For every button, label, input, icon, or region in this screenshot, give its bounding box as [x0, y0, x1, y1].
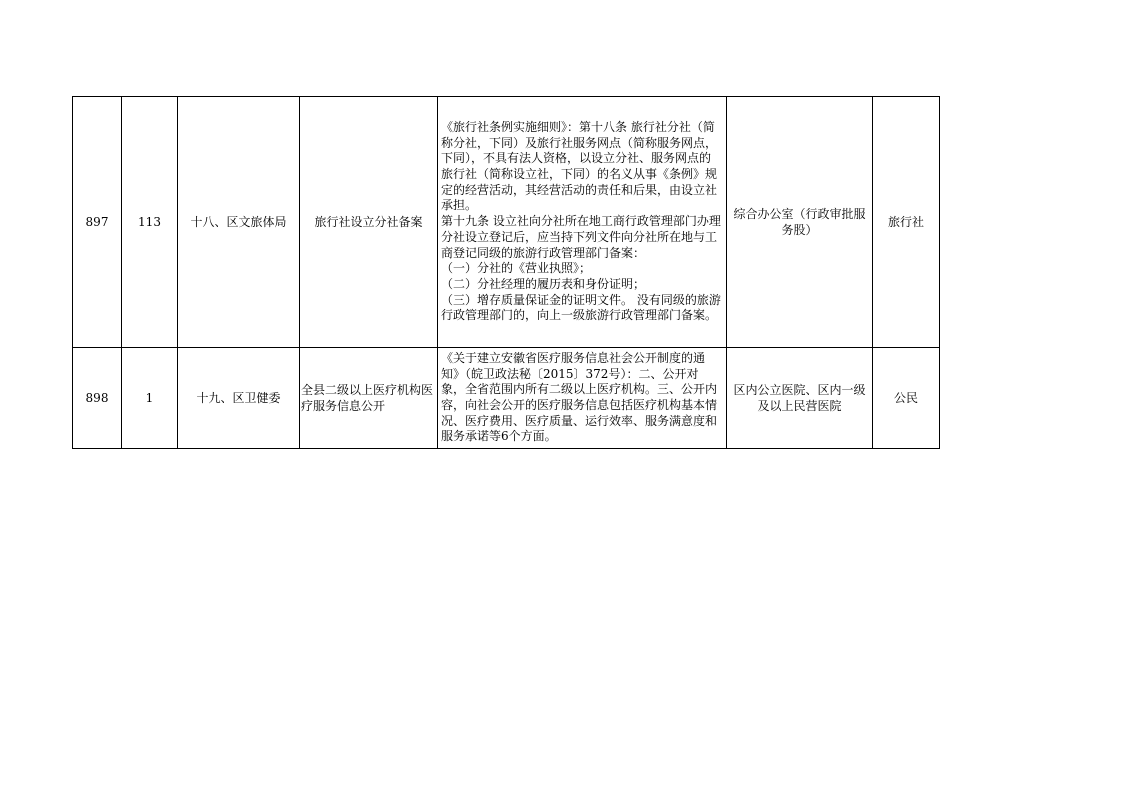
- item-name-cell: 全县二级以上医疗机构医疗服务信息公开: [300, 348, 438, 449]
- legal-basis-cell: 《旅行社条例实施细则》：第十八条 旅行社分社（简称分社，下同）及旅行社服务网点（简称服务网点，下同），不具有法人资格，以设立分社、服务网点的旅行社（简称设立社，下同）的名义从事《条例》规定的经营活动，其经营活动的责任和后果，由设立社承担。 第十九条 设立社向分社所在地工商行政管理部门办理分社设立登记后，应当持下列文件向分社所在地与工商登记同级的旅游行政管理部门备案： （一）分社的《营业执照》； （二）分社经理的履历表和身份证明； （三）增存质量保证金的证明文件。 没有同级的旅游行政管理部门的，向上一级旅游行政管理部门备案。: [438, 97, 727, 348]
- seq-cell: 898: [73, 348, 122, 449]
- item-name-cell: 旅行社设立分社备案: [300, 97, 438, 348]
- department-cell: 十八、区文旅体局: [178, 97, 300, 348]
- table-row: [73, 348, 940, 449]
- sub-number-cell: 1: [122, 348, 178, 449]
- target-cell: 旅行社: [873, 97, 940, 348]
- disclosure-table: [72, 96, 940, 449]
- legal-basis-cell: 《关于建立安徽省医疗服务信息社会公开制度的通知》（皖卫政法秘〔2015〕372号）：二、公开对象，全省范围内所有二级以上医疗机构。三、公开内容，向社会公开的医疗服务信息包括医疗机构基本情况、医疗费用、医疗质量、运行效率、服务满意度和服务承诺等6个方面。: [438, 348, 727, 449]
- responsible-office-cell: 区内公立医院、区内一级及以上民营医院: [727, 348, 873, 449]
- target-cell: 公民: [873, 348, 940, 449]
- table-row: [73, 97, 940, 348]
- department-cell: 十九、区卫健委: [178, 348, 300, 449]
- seq-cell: 897: [73, 97, 122, 348]
- responsible-office-cell: 综合办公室（行政审批服务股）: [727, 97, 873, 348]
- sub-number-cell: 113: [122, 97, 178, 348]
